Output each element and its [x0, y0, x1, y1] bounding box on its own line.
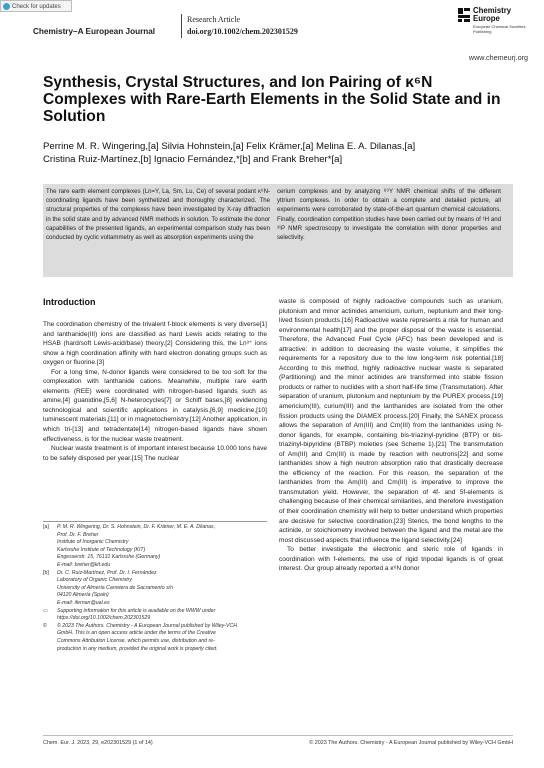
affiliation-tag: [a] — [43, 524, 49, 530]
supporting-info-note — [43, 608, 267, 623]
affiliation-line: Engesserstr. 15, 76131 Karlsruhe (Germany) — [57, 554, 161, 561]
body-right-column — [279, 297, 503, 574]
logo-wordmark — [473, 7, 511, 23]
footer-divider — [43, 735, 513, 736]
affiliation-tag: [b] — [43, 569, 49, 576]
affiliation-b — [43, 570, 267, 608]
license-note — [43, 623, 267, 653]
paragraph: waste is composed of highly radioactive compounds such as uranium, plutonium and minor actinides americium, curium, neptunium and their long-lived fission products.[16] Radioactive waste represents a risk for human and environmental health[17] and the proper disposal of the waste is essential. Therefore, the Advanced Fuel Cycle (AFC) has been developed and is attractive: in addition to decreasing the waste volume, it simplifies the requirements for a repository due to the low long-term risk potential.[18] According to this method, highly radioactive nuclear waste is separated (Partitioning) and the minor actinides are transformed into stable fission products or rather to nuclides with a short half-life time (Transmutation). After separation of uranium, plutonium and neptunium by the PUREX process,[19] americium(III), curium(III) and the lanthanides are isolated from the other fission products using the DIAMEX process.[20] Finally, the SANEX process allows the separation of Am(III) and Cm(III) from the lanthanides using N-donor ligands, for example, containing bis-triazinyl-pyridine (BTP) or bis-triazinyl-bipyridine (BTBP) moieties (see Scheme 1).[21] The transmutation of Am(III) and Cm(III) is made by reaction with neutrons[22] and some lanthanides show a high neutron absorption ratio that drastically decrease the efficiency of the reaction. For this reason, the separation of the lanthanides from the Am(III) and Cm(III) is imperative to improve the transmutation yield. However, the separation of 4f- and 5f-elements is challenging because of their chemical similarities, and therefore investigation of their coordination chemistry will help to better understand which properties are decisive for selective coordination.[23] Sterics, the bond lengths to the actinide, or stoichiometry involved between the ligand and the metal are the most discussed aspects that influence the ligand selectivity.[24] — [279, 298, 503, 544]
affiliation-line: Institute of Inorganic Chemistry — [57, 539, 129, 546]
affiliation-line: 04120 Almería (Spain) — [57, 592, 109, 599]
affiliation-line: © 2023 The Authors. Chemistry - A European Journal published by Wiley-VCH — [57, 622, 237, 629]
section-heading-introduction: Introduction — [43, 297, 96, 307]
affiliation-line: P. M. R. Wingering, Dr. S. Hohnstein, Dr. F. Krämer, M. E. A. Dilanas, — [57, 524, 216, 530]
affiliation-line: Commons Attribution License, which permits use, distribution and re- — [57, 637, 215, 644]
supporting-info-icon: ▭ — [43, 607, 48, 614]
affiliations-block — [43, 524, 267, 653]
affiliation-line: Dr. C. Ruiz-Martínez, Prof. Dr. I. Fernández — [57, 569, 157, 576]
article-title: Synthesis, Crystal Structures, and Ion Pairing of κ⁶N Complexes with Rare-Earth Elements in the Solid State and in Solution — [43, 74, 501, 125]
journal-url[interactable]: www.chemeurj.org — [468, 53, 528, 62]
affiliation-line: Supporting information for this article is available on the WWW under — [57, 607, 216, 614]
logo-line-1: Chemistry — [473, 6, 512, 15]
affiliation-line: production in any medium, provided the original work is properly cited. — [57, 645, 218, 652]
abstract-right-column: cerium complexes and by analyzing ⁸⁹Y NMR chemical shifts of the different yttrium complexes. In order to obtain a complete and detailed picture, all experiments were corroborated by state-of-the-art quantum chemical calculations. Finally, coordination competition studies have been carried out by means of ¹H and ³¹P NMR spectroscopy to investigate the correlation with donor properties and selectivity. — [277, 188, 501, 242]
journal-name: Chemistry–A European Journal — [33, 27, 156, 36]
check-for-updates-button[interactable] — [0, 0, 72, 12]
article-type: Research Article — [187, 15, 241, 24]
author-list — [43, 140, 513, 166]
authors-line-1: Perrine M. R. Wingering,[a] Silvia Hohnstein,[a] Felix Krämer,[a] Melina E. A. Dilanas,[a] — [43, 141, 416, 152]
logo-line-2: Europe — [473, 14, 500, 23]
body-left-column — [43, 320, 267, 463]
affiliation-line: Prof. Dr. F. Breher — [57, 531, 99, 538]
paragraph: To better investigate the electronic and steric role of ligands in coordination with f-elements, the use of rigid tripodal ligands is of great interest. Our group already reported a κ⁶N donor — [279, 546, 503, 573]
supporting-info-link[interactable]: https://doi.org/10.1002/chem.202301529 — [57, 615, 151, 622]
email-link[interactable]: E-mail: breher@kit.edu — [57, 561, 111, 568]
paragraph: For a long time, N-donor ligands were considered to be too soft for the complexation with lanthanide cations. Meanwhile, multiple rare earth elements (REE) were coordinated with nitrogen-based ligands such as amine,[4] guanidine,[5,6] N-heterocycles[7] or Schiff bases,[8] evidencing technological and scientific applications in catalysis,[6,9] medicine,[10] luminescent materials,[11] or in magnetochemistry.[12] Another application, in which tri-[13] and tetradentate[14] nitrogen-based ligands have shown effectiveness, is for the nuclear waste treatment. — [43, 368, 267, 443]
paragraph: Nuclear waste treatment is of important interest because 10.000 tons have to be safely disposed per year.[15] The nuclear — [43, 445, 267, 462]
affiliation-line: Laboratory of Organic Chemistry — [57, 577, 132, 584]
doi-link[interactable]: doi.org/10.1002/chem.202301529 — [187, 27, 298, 36]
update-icon — [3, 3, 10, 10]
chemistry-europe-logo-icon — [458, 8, 470, 22]
paragraph: The coordination chemistry of the trivalent f-block elements is very diverse[1] and lanthanide(III) ions are classified as hard Lewis acids relating to the HSAB (hard/soft Lewis-acid/base) theory.[2] Considering this, the Ln³⁺ ions show a high coordination affinity with hard electron donating groups such as oxygen or fluorine.[3] — [43, 321, 267, 367]
affiliation-a — [43, 524, 267, 570]
affiliation-divider — [43, 521, 267, 522]
footer-citation: Chem. Eur. J. 2023, 29, e202301529 (1 of 14) — [43, 740, 153, 746]
affiliation-line: GmbH. This is an open access article under the terms of the Creative — [57, 630, 216, 637]
footer-copyright: © 2023 The Authors. Chemistry - A European Journal published by Wiley-VCH GmbH — [309, 740, 513, 746]
logo-subtitle: European Chemical Societies Publishing — [473, 24, 526, 34]
abstract-box — [43, 184, 513, 277]
affiliation-line: University of Almería Carretera de Sacramento s/n — [57, 584, 173, 591]
affiliation-line: Karlsruhe Institute of Technology (KIT) — [57, 546, 146, 553]
check-updates-label: Check for updates — [12, 4, 61, 10]
copyright-icon: © — [43, 622, 47, 629]
header-divider — [181, 14, 182, 38]
abstract-left-column: The rare earth element complexes (Ln=Y, La, Sm, Lu, Ce) of several podant κ⁶N-coordinating ligands have been synthetized and thoroughly characterized. The structural properties of the complexes have been investigated by X-ray diffraction in the solid state and by advanced NMR methods in solution. To estimate the donor capabilities of the presented ligands, an experimental comparison study has been conducted by cyclic voltammetry as well as absorption experiments using the — [46, 188, 270, 242]
email-link[interactable]: E-mail: ifernan@ual.es — [57, 599, 110, 606]
authors-line-2: Cristina Ruiz-Martínez,[b] Ignacio Fernández,*[b] and Frank Breher*[a] — [43, 154, 343, 165]
